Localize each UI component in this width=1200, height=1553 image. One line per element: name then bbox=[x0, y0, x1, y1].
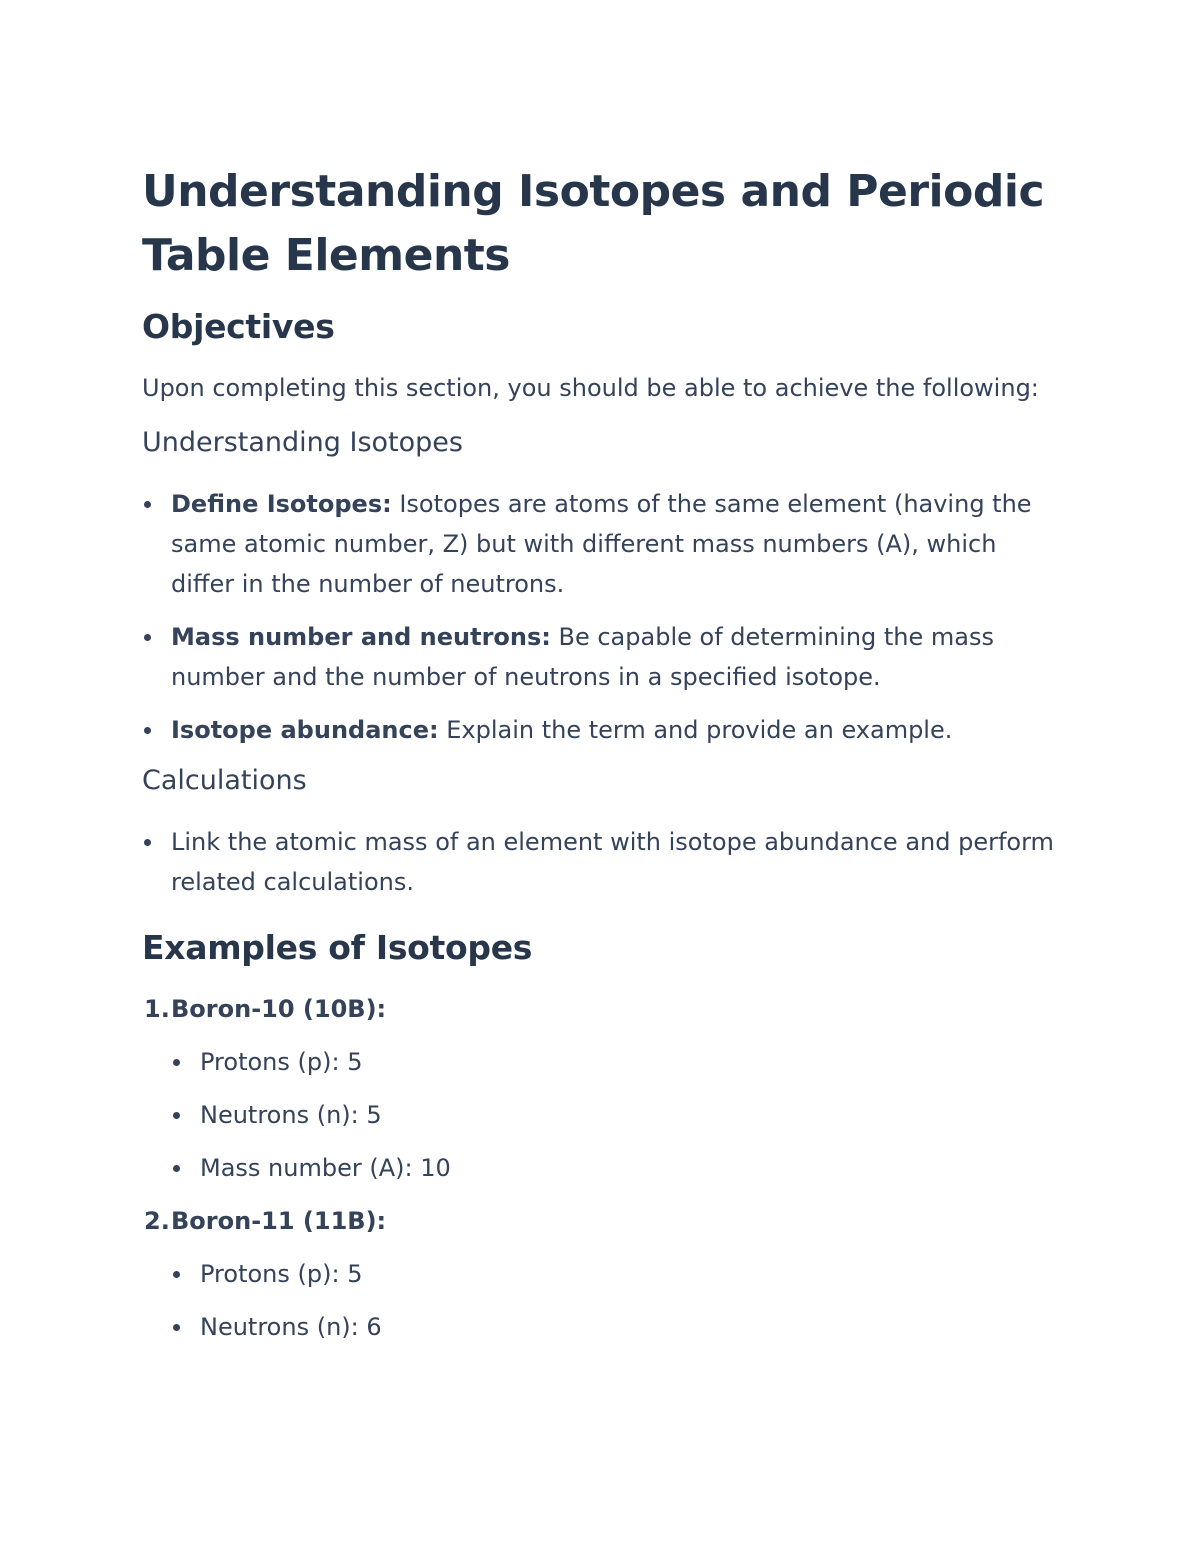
page-title: Understanding Isotopes and Periodic Table Elements bbox=[142, 166, 1045, 281]
example-item bbox=[142, 1201, 1062, 1347]
example-facts bbox=[171, 1042, 1062, 1188]
understanding-isotopes-list bbox=[142, 484, 1062, 750]
item-term: Mass number and neutrons: bbox=[171, 623, 551, 651]
example-facts bbox=[171, 1254, 1062, 1347]
objectives-intro: Upon completing this section, you should be able to achieve the following: bbox=[142, 374, 1039, 402]
fact-item: Mass number (A): 10 bbox=[171, 1148, 1062, 1188]
item-text: Be capable of determining the mass number and the number of neutrons in a specified isotope. bbox=[171, 623, 994, 691]
item-text: Isotopes are atoms of the same element (having the same atomic number, Z) but with different mass numbers (A), which differ in the number of neutrons. bbox=[171, 490, 1032, 598]
example-title: Boron-11 (11B): bbox=[171, 1207, 387, 1235]
item-term: Isotope abundance: bbox=[171, 716, 439, 744]
item-term: Define Isotopes: bbox=[171, 490, 392, 518]
list-item: Link the atomic mass of an element with isotope abundance and perform related calculations. bbox=[142, 822, 1062, 902]
fact-item: Neutrons (n): 6 bbox=[171, 1307, 1062, 1347]
list-item bbox=[142, 484, 1062, 604]
example-number: 1. bbox=[144, 995, 170, 1023]
document-page bbox=[142, 160, 1062, 1360]
list-item bbox=[142, 710, 1062, 750]
example-number: 2. bbox=[144, 1207, 170, 1235]
fact-item: Protons (p): 5 bbox=[171, 1042, 1062, 1082]
fact-item: Protons (p): 5 bbox=[171, 1254, 1062, 1294]
calculations-list bbox=[142, 822, 1062, 902]
calculations-heading: Calculations bbox=[142, 765, 307, 796]
examples-heading: Examples of Isotopes bbox=[142, 928, 533, 967]
objectives-heading: Objectives bbox=[142, 307, 335, 346]
examples-list bbox=[142, 989, 1062, 1347]
example-item bbox=[142, 989, 1062, 1188]
example-title: Boron-10 (10B): bbox=[171, 995, 387, 1023]
understanding-isotopes-heading: Understanding Isotopes bbox=[142, 427, 463, 458]
fact-item: Neutrons (n): 5 bbox=[171, 1095, 1062, 1135]
item-text: Explain the term and provide an example. bbox=[438, 716, 953, 744]
list-item bbox=[142, 617, 1062, 697]
